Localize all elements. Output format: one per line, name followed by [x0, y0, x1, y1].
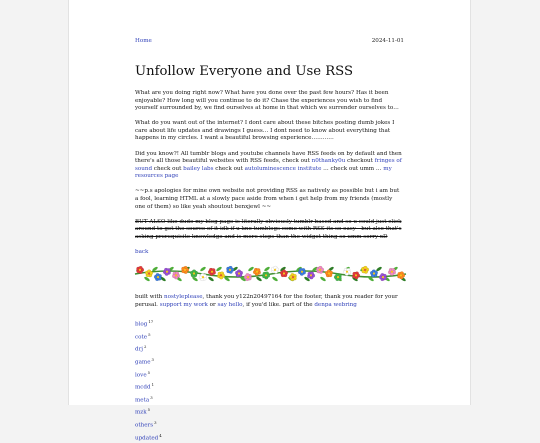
garland-leaf: [208, 276, 215, 282]
paragraph-4: ~~p.s apologies for mine own website not providing RSS as natively as possible but i am but a fool, learning HTML at a slowly pace aside from when i get help from my friends (mostly one of them) so like yeah shoutout benxjewl ~~: [135, 188, 400, 210]
garland-flower: [298, 268, 306, 276]
garland-flower: [226, 266, 233, 274]
link-bailey-labs[interactable]: bailey labs: [183, 165, 214, 172]
tag-link-cote[interactable]: cote: [135, 334, 148, 341]
tag-count: 5: [147, 369, 151, 375]
tag-item: [135, 342, 404, 355]
link-support-my-work[interactable]: support my work: [159, 301, 208, 308]
garland-flower: [307, 272, 315, 280]
footer-text: or: [207, 301, 218, 308]
tag-item: [135, 380, 404, 393]
tag-item: [135, 368, 404, 381]
paragraph-3-text: check out: [213, 165, 245, 172]
page-column: [68, 0, 471, 441]
paragraph-3: [135, 151, 404, 181]
tag-count: 2: [144, 344, 147, 350]
garland-flower: [262, 272, 270, 280]
tag-item: [135, 405, 404, 418]
tag-count: 5: [148, 331, 151, 337]
garland-flower: [253, 268, 261, 276]
tag-item: [135, 317, 404, 330]
tag-item: [135, 330, 404, 343]
tag-item: [135, 355, 404, 368]
garland-flower: [361, 266, 369, 274]
garland-flower: [325, 270, 333, 277]
tag-link-meta[interactable]: meta: [135, 397, 150, 404]
link-resources-page[interactable]: my resources page: [135, 165, 392, 180]
link-say-hello[interactable]: say hello: [217, 301, 243, 308]
paragraph-3-text: Did you know?! All tumblr blogs and youtube channels have RSS feeds on by default and then there's all those beautiful websites with RSS feeds, check out: [135, 150, 402, 165]
link-autoluminescence-institute[interactable]: autoluminescence institute: [244, 165, 322, 172]
tag-link-updated[interactable]: updated: [135, 434, 159, 441]
link-n0thanky0u[interactable]: n0thanky0u: [311, 158, 346, 165]
garland-flower: [217, 272, 225, 280]
tag-count: 4: [159, 432, 162, 438]
garland-flower: [163, 268, 171, 276]
garland-flower: [145, 270, 153, 277]
page-content: [135, 38, 404, 443]
top-nav: [135, 38, 404, 44]
garland-flower: [154, 273, 162, 281]
footer-text: , if you'd like. part of the: [242, 301, 315, 308]
tag-count: 1: [151, 382, 155, 388]
tag-count: 3: [151, 356, 154, 362]
tag-link-mcdd[interactable]: mcdd: [135, 384, 151, 391]
paragraph-5-strikethrough: BUT ALSO like dude my blog page is literally obviously tumblr based and so u could just click around to get the source of it idk if u kno tumblogs come with RSS its so easy - but also that's asking prerequisite knowledge and is more steps than the widget thing so umm sorry xD: [135, 218, 402, 240]
paragraph-3-text: checkout: [345, 158, 375, 165]
garland-flower: [379, 273, 386, 281]
link-denpa-webring[interactable]: denpa webring: [314, 301, 357, 308]
tag-count: 3: [150, 394, 153, 400]
tag-link-game[interactable]: game: [135, 359, 151, 366]
tag-link-blog[interactable]: blog: [135, 321, 148, 328]
tag-count: 17: [148, 319, 154, 325]
garland-leaf: [200, 266, 207, 272]
garland-flower: [190, 270, 198, 277]
garland-flower: [199, 273, 207, 281]
paragraph-2: What do you want out of the internet? I dont care about these bitches posting dumb jokes I care about life updates and drawings I guess… I dont need to know about everything that happens in my circles. I want a beautiful browsing experience…………: [135, 120, 395, 142]
garland-flower: [352, 272, 360, 280]
tag-link-mzk[interactable]: mzk: [135, 409, 147, 416]
home-link[interactable]: Home: [135, 38, 152, 44]
tag-link-others[interactable]: others: [135, 422, 154, 429]
tag-link-love[interactable]: love: [135, 371, 147, 378]
garland-leaf: [264, 266, 271, 272]
back-link[interactable]: back: [135, 249, 149, 255]
tag-link-drj[interactable]: drj: [135, 346, 143, 353]
garland-flower: [388, 268, 396, 275]
paragraph-3-text: … check out umm …: [321, 165, 384, 172]
tag-item: [135, 418, 404, 431]
tag-item: [135, 393, 404, 406]
footer-text: , thank you y122n20497164 for the footer, thank you reader for your perusal.: [135, 294, 398, 308]
garland-leaf: [216, 266, 223, 272]
paragraph-3-text: check out: [152, 165, 184, 172]
garland-flower: [235, 270, 243, 277]
garland-leaf: [320, 276, 327, 282]
footer-text: built with: [135, 294, 164, 300]
garland-leaf: [256, 276, 263, 282]
paragraph-1: What are you doing right now? What have you done over the past few hours? Has it been enjoyable? How long will you continue to do it? Chase the experiences you wish to find yourself surrounded by, we find ourselves at home in that which we surrender ourselves to…: [135, 90, 399, 112]
footer: [135, 294, 404, 309]
garland-flower: [334, 273, 341, 281]
flower-garland-divider: [135, 261, 406, 286]
post-title: Unfollow Everyone and Use RSS: [135, 64, 353, 79]
tag-list: [135, 317, 404, 443]
link-nostyleplease[interactable]: nostyleplease: [164, 294, 203, 300]
link-fringes-of-sound[interactable]: fringes of sound: [135, 158, 402, 172]
tag-item: [135, 431, 404, 443]
tag-count: 5: [147, 407, 151, 413]
post-date: 2024-11-01: [371, 38, 404, 44]
tag-count: 3: [154, 419, 157, 425]
garland-leaf: [272, 276, 279, 282]
